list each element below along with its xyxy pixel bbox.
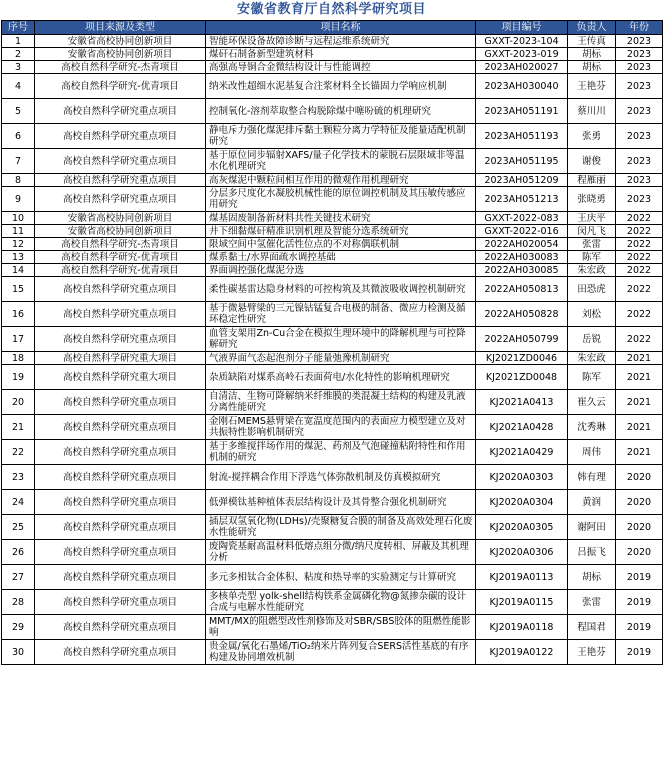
cell-no: 25 <box>2 515 35 540</box>
cell-leader: 周伟 <box>568 440 616 465</box>
table-row <box>2 74 663 99</box>
cell-source: 高校自然科学研究重点项目 <box>35 327 206 352</box>
cell-name: 射流-搅拌耦合作用下浮选气体弥散机制及仿真模拟研究 <box>206 465 476 490</box>
cell-year: 2023 <box>616 187 663 212</box>
cell-leader: 崔久云 <box>568 390 616 415</box>
cell-code: GXXT-2022-083 <box>476 212 568 225</box>
cell-no: 4 <box>2 74 35 99</box>
cell-leader: 王艳芬 <box>568 74 616 99</box>
cell-no: 24 <box>2 490 35 515</box>
table-row <box>2 390 663 415</box>
cell-name: 井下细黏煤矸精准识别机理及智能分选系统研究 <box>206 225 476 238</box>
cell-year: 2020 <box>616 465 663 490</box>
cell-name: 金刚石MEMS悬臂梁在宽温度范围内的表面应力模型建立及对共振特性影响机制研究 <box>206 415 476 440</box>
table-row <box>2 48 663 61</box>
cell-leader: 王艳芬 <box>568 640 616 665</box>
table-row <box>2 615 663 640</box>
cell-year: 2023 <box>616 99 663 124</box>
cell-year: 2021 <box>616 365 663 390</box>
cell-year: 2023 <box>616 174 663 187</box>
cell-source: 安徽省高校协同创新项目 <box>35 212 206 225</box>
cell-year: 2022 <box>616 212 663 225</box>
cell-leader: 韩有理 <box>568 465 616 490</box>
cell-name: 煤系黏土/水界面疏水调控基础 <box>206 251 476 264</box>
cell-source: 高校自然科学研究重点项目 <box>35 99 206 124</box>
cell-no: 23 <box>2 465 35 490</box>
cell-year: 2022 <box>616 302 663 327</box>
table-row <box>2 174 663 187</box>
cell-code: 2023AH051191 <box>476 99 568 124</box>
cell-code: 2022AH050813 <box>476 277 568 302</box>
cell-no: 2 <box>2 48 35 61</box>
table-row <box>2 225 663 238</box>
cell-source: 高校自然科学研究重点项目 <box>35 124 206 149</box>
cell-name: 杂质缺陷对煤系高岭石表面荷电/水化特性的影响机理研究 <box>206 365 476 390</box>
cell-no: 17 <box>2 327 35 352</box>
cell-name: 自清洁、生物可降解纳米纤维膜的类混凝土结构的构建及乳液分离性能研究 <box>206 390 476 415</box>
table-row <box>2 251 663 264</box>
cell-name: 分层多尺度化水凝胶机械性能的原位调控机制及其压敏传感应用研究 <box>206 187 476 212</box>
cell-name: 纳米改性超细水泥基复合注浆材料全长锚固力学响应机制 <box>206 74 476 99</box>
cell-code: 2022AH050799 <box>476 327 568 352</box>
cell-no: 21 <box>2 415 35 440</box>
cell-leader: 陈军 <box>568 365 616 390</box>
cell-year: 2020 <box>616 490 663 515</box>
cell-leader: 胡标 <box>568 48 616 61</box>
cell-source: 高校自然科学研究重点项目 <box>35 302 206 327</box>
cell-year: 2022 <box>616 264 663 277</box>
cell-code: GXXT-2023-019 <box>476 48 568 61</box>
cell-no: 18 <box>2 352 35 365</box>
cell-code: GXXT-2022-016 <box>476 225 568 238</box>
cell-name: 煤基固废制备新材料共性关键技术研究 <box>206 212 476 225</box>
cell-year: 2021 <box>616 390 663 415</box>
header-no: 序号 <box>2 21 35 35</box>
cell-leader: 陈军 <box>568 251 616 264</box>
table-row <box>2 212 663 225</box>
cell-name: 废陶瓷基耐高温材料低熔点组分微/纳尺度转相、屏蔽及其机理分析 <box>206 540 476 565</box>
cell-source: 高校自然科学研究重点项目 <box>35 277 206 302</box>
cell-year: 2019 <box>616 590 663 615</box>
cell-leader: 程雁丽 <box>568 174 616 187</box>
cell-source: 高校自然科学研究-优青项目 <box>35 264 206 277</box>
cell-source: 高校自然科学研究重点项目 <box>35 615 206 640</box>
cell-no: 22 <box>2 440 35 465</box>
cell-name: 限域空间中氢催化活性位点的不对称偶联机制 <box>206 238 476 251</box>
cell-code: 2023AH051193 <box>476 124 568 149</box>
cell-name: MMT/MX的阻燃型改性剂修饰及对SBR/SBS胶体的阻燃性能影响 <box>206 615 476 640</box>
header-year: 年份 <box>616 21 663 35</box>
cell-year: 2022 <box>616 277 663 302</box>
cell-name: 煤矸石制备新型建筑材料 <box>206 48 476 61</box>
table-row <box>2 515 663 540</box>
table-row <box>2 302 663 327</box>
cell-source: 高校自然科学研究重点项目 <box>35 415 206 440</box>
cell-source: 安徽省高校协同创新项目 <box>35 225 206 238</box>
cell-name: 基于原位同步辐射XAFS/量子化学技术的蒙脱石层限域非等温水化机理研究 <box>206 149 476 174</box>
cell-year: 2022 <box>616 251 663 264</box>
cell-no: 20 <box>2 390 35 415</box>
cell-code: 2023AH051209 <box>476 174 568 187</box>
cell-leader: 张勇 <box>568 124 616 149</box>
cell-source: 高校自然科学研究重点项目 <box>35 515 206 540</box>
cell-leader: 谢阿田 <box>568 515 616 540</box>
cell-name: 气液界面气态起泡剂分子能量弛豫机制研究 <box>206 352 476 365</box>
cell-source: 高校自然科学研究重点项目 <box>35 490 206 515</box>
cell-no: 14 <box>2 264 35 277</box>
cell-code: KJ2020A0306 <box>476 540 568 565</box>
cell-source: 高校自然科学研究重点项目 <box>35 187 206 212</box>
cell-source: 高校自然科学研究-杰青项目 <box>35 238 206 251</box>
cell-source: 高校自然科学研究-杰青项目 <box>35 61 206 74</box>
table-row <box>2 640 663 665</box>
cell-no: 28 <box>2 590 35 615</box>
cell-source: 高校自然科学研究重点项目 <box>35 440 206 465</box>
table-row <box>2 540 663 565</box>
table-row <box>2 187 663 212</box>
cell-no: 30 <box>2 640 35 665</box>
cell-name: 插层双氢氧化物(LDHs)/壳聚糖复合膜的制备及高效处理石化废水性能研究 <box>206 515 476 540</box>
cell-code: KJ2021A0429 <box>476 440 568 465</box>
cell-name: 血管支架用Zn-Cu合金在模拟生理环境中的降解机理与可控降解研究 <box>206 327 476 352</box>
cell-year: 2020 <box>616 515 663 540</box>
cell-code: KJ2021ZD0046 <box>476 352 568 365</box>
header-code: 项目编号 <box>476 21 568 35</box>
cell-year: 2022 <box>616 225 663 238</box>
cell-code: 2023AH051213 <box>476 187 568 212</box>
projects-table <box>1 20 663 665</box>
cell-no: 19 <box>2 365 35 390</box>
cell-code: 2022AH020054 <box>476 238 568 251</box>
table-row <box>2 352 663 365</box>
cell-no: 13 <box>2 251 35 264</box>
cell-code: GXXT-2023-104 <box>476 35 568 48</box>
cell-no: 8 <box>2 174 35 187</box>
cell-no: 26 <box>2 540 35 565</box>
cell-source: 高校自然科学研究-优青项目 <box>35 251 206 264</box>
table-row <box>2 124 663 149</box>
cell-leader: 田恐虎 <box>568 277 616 302</box>
cell-code: 2023AH020027 <box>476 61 568 74</box>
cell-source: 高校自然科学研究重点项目 <box>35 465 206 490</box>
cell-no: 1 <box>2 35 35 48</box>
cell-leader: 刘松 <box>568 302 616 327</box>
table-row <box>2 440 663 465</box>
header-source: 项目来源及类型 <box>35 21 206 35</box>
table-body <box>2 35 663 665</box>
table-row <box>2 277 663 302</box>
cell-source: 高校自然科学研究重点项目 <box>35 640 206 665</box>
cell-year: 2023 <box>616 48 663 61</box>
cell-code: KJ2020A0303 <box>476 465 568 490</box>
table-row <box>2 415 663 440</box>
cell-leader: 胡标 <box>568 61 616 74</box>
table-row <box>2 99 663 124</box>
cell-name: 多元多相钛合金体积、粘度和热导率的实验测定与计算研究 <box>206 565 476 590</box>
cell-name: 多核单壳型 yolk-shell结构铁系金属磷化物@氮掺杂碳的设计合成与电解水性能研究 <box>206 590 476 615</box>
cell-leader: 程国君 <box>568 615 616 640</box>
cell-name: 高灰煤泥中颗粒间相互作用的微观作用机理研究 <box>206 174 476 187</box>
cell-name: 界面调控强化煤泥分选 <box>206 264 476 277</box>
cell-year: 2022 <box>616 238 663 251</box>
cell-source: 高校自然科学研究重点项目 <box>35 149 206 174</box>
cell-year: 2019 <box>616 565 663 590</box>
table-row <box>2 149 663 174</box>
cell-name: 柔性碳基雷达隐身材料的可控构筑及其微波吸收调控机制研究 <box>206 277 476 302</box>
cell-name: 基于微悬臂梁的三元镍钴锰复合电极的制备、微应力检测及循环稳定性研究 <box>206 302 476 327</box>
cell-source: 高校自然科学研究-优青项目 <box>35 74 206 99</box>
cell-year: 2021 <box>616 352 663 365</box>
cell-source: 高校自然科学研究重点项目 <box>35 540 206 565</box>
cell-no: 3 <box>2 61 35 74</box>
cell-leader: 岳锐 <box>568 327 616 352</box>
header-leader: 负责人 <box>568 21 616 35</box>
cell-year: 2021 <box>616 440 663 465</box>
page-title: 安徽省教育厅自然科学研究项目 <box>236 2 426 17</box>
cell-code: KJ2020A0305 <box>476 515 568 540</box>
table-row <box>2 465 663 490</box>
cell-code: KJ2020A0304 <box>476 490 568 515</box>
cell-no: 16 <box>2 302 35 327</box>
cell-name: 贵金属/氧化石墨烯/TiO₂纳米片阵列复合SERS活性基底的有序构建及协同增效机制 <box>206 640 476 665</box>
cell-leader: 吕振飞 <box>568 540 616 565</box>
cell-name: 静电斥力强化煤泥排斥黏土颗粒分离力学特征及能量适配机制研究 <box>206 124 476 149</box>
cell-name: 控制氧化-溶剂萃取整合构脱除煤中噻吩硫的机理研究 <box>206 99 476 124</box>
cell-name: 低弹模钛基种植体表层结构设计及其骨整合强化机制研究 <box>206 490 476 515</box>
cell-leader: 王传真 <box>568 35 616 48</box>
cell-leader: 闵凡飞 <box>568 225 616 238</box>
table-header-row <box>2 21 663 35</box>
cell-source: 安徽省高校协同创新项目 <box>35 48 206 61</box>
cell-no: 6 <box>2 124 35 149</box>
cell-source: 安徽省高校协同创新项目 <box>35 35 206 48</box>
cell-code: KJ2021A0428 <box>476 415 568 440</box>
cell-code: KJ2019A0122 <box>476 640 568 665</box>
cell-leader: 朱宏政 <box>568 264 616 277</box>
cell-source: 高校自然科学研究重大项目 <box>35 352 206 365</box>
table-row <box>2 365 663 390</box>
cell-source: 高校自然科学研究重点项目 <box>35 590 206 615</box>
cell-no: 11 <box>2 225 35 238</box>
cell-no: 7 <box>2 149 35 174</box>
cell-source: 高校自然科学研究重点项目 <box>35 174 206 187</box>
cell-source: 高校自然科学研究重点项目 <box>35 565 206 590</box>
cell-source: 高校自然科学研究重大项目 <box>35 365 206 390</box>
cell-year: 2021 <box>616 415 663 440</box>
table-row <box>2 238 663 251</box>
cell-year: 2023 <box>616 74 663 99</box>
table-row <box>2 264 663 277</box>
cell-name: 基于多维搅拌场作用的煤泥、药剂及气泡碰撞粘附特性和作用机制的研究 <box>206 440 476 465</box>
cell-code: KJ2021A0413 <box>476 390 568 415</box>
cell-code: 2022AH030083 <box>476 251 568 264</box>
cell-leader: 张雷 <box>568 238 616 251</box>
cell-no: 9 <box>2 187 35 212</box>
cell-leader: 沈秀琳 <box>568 415 616 440</box>
cell-source: 高校自然科学研究重点项目 <box>35 390 206 415</box>
cell-name: 智能环保设备故障诊断与远程运维系统研究 <box>206 35 476 48</box>
cell-no: 10 <box>2 212 35 225</box>
cell-leader: 张晓勇 <box>568 187 616 212</box>
cell-leader: 朱宏政 <box>568 352 616 365</box>
cell-code: KJ2021ZD0048 <box>476 365 568 390</box>
table-row <box>2 490 663 515</box>
cell-leader: 张雷 <box>568 590 616 615</box>
cell-year: 2023 <box>616 149 663 174</box>
cell-year: 2023 <box>616 61 663 74</box>
cell-code: 2022AH050828 <box>476 302 568 327</box>
cell-code: KJ2019A0115 <box>476 590 568 615</box>
table-row <box>2 327 663 352</box>
table-row <box>2 590 663 615</box>
cell-code: 2023AH030040 <box>476 74 568 99</box>
table-row <box>2 35 663 48</box>
cell-leader: 谢俊 <box>568 149 616 174</box>
cell-code: 2022AH030085 <box>476 264 568 277</box>
cell-year: 2019 <box>616 640 663 665</box>
cell-year: 2020 <box>616 540 663 565</box>
cell-leader: 黄润 <box>568 490 616 515</box>
cell-year: 2023 <box>616 35 663 48</box>
cell-code: KJ2019A0113 <box>476 565 568 590</box>
cell-no: 12 <box>2 238 35 251</box>
cell-name: 高强高导铜合金微结构设计与性能调控 <box>206 61 476 74</box>
table-row <box>2 565 663 590</box>
cell-no: 5 <box>2 99 35 124</box>
cell-leader: 王庆平 <box>568 212 616 225</box>
cell-year: 2022 <box>616 327 663 352</box>
cell-code: 2023AH051195 <box>476 149 568 174</box>
cell-no: 29 <box>2 615 35 640</box>
cell-no: 15 <box>2 277 35 302</box>
cell-no: 27 <box>2 565 35 590</box>
cell-code: KJ2019A0118 <box>476 615 568 640</box>
cell-year: 2019 <box>616 615 663 640</box>
header-name: 项目名称 <box>206 21 476 35</box>
cell-year: 2023 <box>616 124 663 149</box>
table-row <box>2 61 663 74</box>
cell-leader: 蔡川川 <box>568 99 616 124</box>
cell-leader: 胡标 <box>568 565 616 590</box>
